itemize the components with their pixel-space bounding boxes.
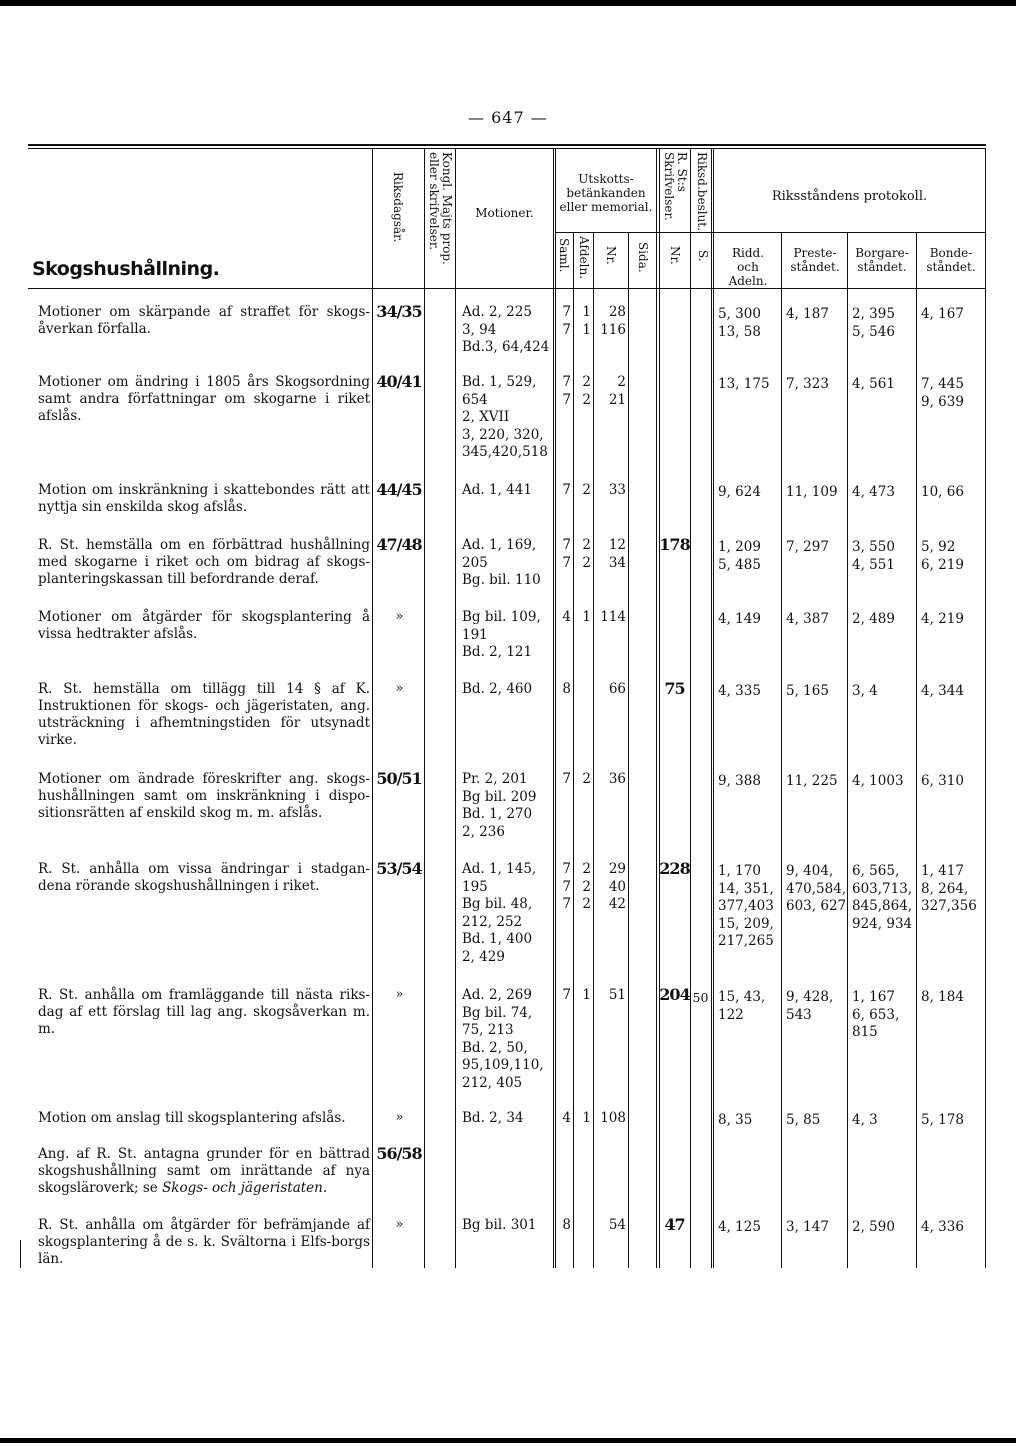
entry-saml: 7 7 (562, 374, 571, 408)
col-rule (847, 232, 848, 1268)
entry-preste: 3, 147 (786, 1219, 829, 1235)
header-rsts: R. St:s Skrifvelser. (662, 152, 689, 221)
entry-motioner: Ad. 1, 441 (462, 482, 532, 498)
entry-text: Motioner om ändring i 1805 års Skogsordning samt andra författningar om skogarne i riket afslås. (38, 374, 370, 424)
col-rule (713, 148, 714, 1268)
entry-afdeln: 1 (582, 609, 591, 625)
page-number: — 647 — (468, 108, 548, 127)
entry-borgare: 2, 590 (852, 1219, 895, 1235)
entry-borgare: 2, 489 (852, 611, 895, 627)
header-riksd-beslut: Riksd.beslut. (695, 152, 709, 231)
entry-motioner: Bg bil. 301 (462, 1217, 537, 1233)
entry-year: » (395, 609, 403, 624)
col-rule (659, 148, 660, 1268)
col-rule (424, 148, 425, 1268)
header-riksstandens: Riksståndens protokoll. (771, 189, 928, 204)
header-s: S. (696, 250, 710, 262)
entry-saml: 7 (562, 771, 571, 787)
entry-saml: 7 7 7 (562, 861, 571, 912)
entry-motioner: Pr. 2, 201 Bg bil. 209 Bd. 1, 270 2, 236 (462, 771, 537, 840)
entry-text: R. St. anhålla om åtgärder för befrämjande af skogsplantering å de s. k. Svältorna i Elfs-borgs län. (38, 1217, 370, 1267)
entry-nr: 36 (608, 771, 626, 787)
entry-borgare: 4, 561 (852, 376, 895, 392)
entry-saml: 7 7 (562, 304, 571, 338)
entry-year: » (395, 987, 403, 1002)
entry-s: 50 (692, 990, 709, 1005)
entry-bonde: 4, 336 (921, 1219, 964, 1235)
entry-nr: 12 34 (608, 537, 626, 571)
col-rule (916, 232, 917, 1268)
section-title: Skogshushållning. (32, 258, 220, 280)
col-rule (781, 232, 782, 1268)
entry-borgare: 4, 1003 (852, 773, 904, 789)
entry-preste: 4, 387 (786, 611, 829, 627)
bottom-border (0, 1438, 1016, 1443)
entry-preste: 11, 109 (786, 484, 838, 500)
entry-afdeln: 2 2 (582, 374, 591, 408)
entry-saml: 7 (562, 987, 571, 1003)
header-sida: Sida. (636, 242, 650, 273)
entry-bonde: 8, 184 (921, 989, 964, 1005)
entry-bonde: 5, 92 6, 219 (921, 539, 964, 573)
entry-ridd: 9, 388 (718, 773, 761, 789)
entry-preste: 9, 428, 543 (786, 989, 834, 1023)
col-rule (455, 148, 456, 1268)
entry-text: Motioner om åtgärder för skogsplantering å vissa hedtrakter afslås. (38, 609, 370, 642)
entry-preste: 11, 225 (786, 773, 838, 789)
entry-year: 53/54 (376, 859, 422, 878)
entry-ridd: 4, 149 (718, 611, 761, 627)
entry-afdeln: 2 2 (582, 537, 591, 571)
entry-afdeln: 2 2 2 (582, 861, 591, 912)
entry-borgare: 4, 473 (852, 484, 895, 500)
entry-ridd: 5, 300 13, 58 (718, 306, 761, 340)
entry-preste: 7, 323 (786, 376, 829, 392)
entry-afdeln: 1 1 (582, 304, 591, 338)
entry-year: 50/51 (376, 769, 422, 788)
entry-bonde: 7, 445 9, 639 (921, 376, 964, 410)
entry-year: 56/58 (376, 1144, 422, 1163)
entry-bonde: 10, 66 (921, 484, 964, 500)
entry-nr: 114 (600, 609, 626, 625)
entry-year: 47/48 (376, 535, 422, 554)
entry-motioner: Bg bil. 109, 191 Bd. 2, 121 (462, 609, 541, 660)
col-rule (628, 232, 629, 1268)
entry-nr: 28 116 (600, 304, 626, 338)
entry-text (38, 1146, 370, 1197)
col-rule (656, 148, 657, 1268)
entry-text: Motion om inskränkning i skattebondes rätt att nyttja sin enskilda skog afslås. (38, 482, 370, 515)
header-motioner: Motioner. (475, 206, 534, 220)
entry-bonde: 4, 219 (921, 611, 964, 627)
header-borgare: Borgare- ståndet. (855, 246, 909, 274)
header-nr: Nr. (604, 246, 618, 265)
entry-bonde: 5, 178 (921, 1112, 964, 1128)
entry-year: » (395, 1110, 403, 1125)
entry-borgare: 3, 550 4, 551 (852, 539, 895, 573)
entry-motioner: Bd. 1, 529, 654 2, XVII 3, 220, 320, 345,420,518 (462, 374, 548, 460)
top-border (0, 0, 1016, 6)
entry-ridd: 4, 125 (718, 1219, 761, 1235)
entry-text-ref: Skogs- och jägeristaten. (162, 1180, 328, 1196)
entry-text: R. St. anhålla om vissa ändringar i stadgan-dena rörande skogshushållningen i riket. (38, 861, 370, 894)
entry-borgare: 6, 565, 603,713, 845,864, 924, 934 (852, 863, 913, 932)
entry-ridd: 4, 335 (718, 683, 761, 699)
entry-saml: 7 (562, 482, 571, 498)
entry-year: 34/35 (376, 302, 422, 321)
entry-ridd: 9, 624 (718, 484, 761, 500)
header-utskotts: Utskotts- betänkanden eller memorial. (559, 172, 653, 214)
entry-nr: 2 21 (608, 374, 626, 408)
entry-rsts-nr: 228 (659, 859, 690, 878)
entry-nr: 51 (608, 987, 626, 1003)
header-afdeln: Afdeln. (577, 236, 591, 280)
header-kongl: Kongl. Majts prop. eller skrifvelser. (427, 152, 454, 265)
header-preste: Preste- ståndet. (790, 246, 840, 274)
header-rsts-nr: Nr. (668, 246, 682, 265)
col-rule (553, 148, 554, 1268)
col-rule (711, 148, 712, 1268)
entry-text: R. St. hemställa om en förbättrad hushållning med skogarne i riket och om bidrag af skogs-planteringskassan till befordrande deraf. (38, 537, 370, 587)
entry-afdeln: 2 (582, 482, 591, 498)
entry-bonde: 1, 417 8, 264, 327,356 (921, 863, 977, 914)
entry-year: 44/45 (376, 480, 422, 499)
entry-afdeln: 1 (582, 987, 591, 1003)
subheader-rule (555, 232, 986, 233)
entry-text: Motioner om skärpande af straffet för skogs-åverkan förfalla. (38, 304, 370, 337)
entry-motioner: Bd. 2, 460 (462, 681, 533, 697)
entry-rsts-nr: 75 (664, 679, 685, 698)
entry-ridd: 1, 209 5, 485 (718, 539, 761, 573)
entry-rsts-nr: 204 (659, 985, 690, 1004)
entry-motioner: Ad. 1, 169, 205 Bg. bil. 110 (462, 537, 541, 588)
entry-year: » (395, 1217, 403, 1232)
left-rule (20, 1240, 21, 1268)
entry-nr: 66 (608, 681, 626, 697)
entry-saml: 8 (562, 681, 571, 697)
entry-nr: 108 (600, 1110, 626, 1126)
entry-preste: 4, 187 (786, 306, 829, 322)
entry-bonde: 6, 310 (921, 773, 964, 789)
entry-nr: 29 40 42 (608, 861, 626, 912)
entry-afdeln: 2 (582, 771, 591, 787)
entry-ridd: 13, 175 (718, 376, 770, 392)
entry-text: R. St. hemställa om tillägg till 14 § af K. Instruktionen för skogs- och jägeristaten, ang. utsträckning i afhemtningstiden för utsynadt virke. (38, 681, 370, 748)
entry-borgare: 2, 395 5, 546 (852, 306, 895, 340)
header-saml: Saml. (557, 238, 571, 273)
entry-ridd: 15, 43, 122 (718, 989, 766, 1023)
entry-preste: 5, 85 (786, 1112, 821, 1128)
col-rule (985, 148, 986, 1268)
header-top-rule-thin (28, 148, 986, 149)
entry-rsts-nr: 47 (664, 1215, 685, 1234)
header-ridd: Ridd. och Adeln. (728, 246, 768, 288)
col-rule (690, 148, 691, 1268)
entry-bonde: 4, 344 (921, 683, 964, 699)
header-bottom-rule (28, 288, 986, 289)
entry-motioner: Ad. 2, 269 Bg bil. 74, 75, 213 Bd. 2, 50, 95,109,110, 212, 405 (462, 987, 544, 1091)
entry-nr: 33 (608, 482, 626, 498)
header-bonde: Bonde- ståndet. (926, 246, 976, 274)
entry-year: 40/41 (376, 372, 422, 391)
entry-motioner: Bd. 2, 34 (462, 1110, 524, 1126)
col-rule (372, 148, 373, 1268)
entry-ridd: 8, 35 (718, 1112, 753, 1128)
entry-nr: 54 (608, 1217, 626, 1233)
entry-saml: 4 (562, 609, 571, 625)
entry-afdeln: 1 (582, 1110, 591, 1126)
entry-preste: 7, 297 (786, 539, 829, 555)
entry-text-plain: Ang. af R. St. antagna grunder för en bättrad skogshushållning samt om inrättande af nya skogsläroverk; se (38, 1146, 370, 1196)
header-top-rule (28, 144, 986, 146)
entry-borgare: 4, 3 (852, 1112, 878, 1128)
entry-text: Motioner om ändrade föreskrifter ang. skogs-hushållningen samt om inskränkning i dispo-sitionsrätten af enskild skog m. m. afslås. (38, 771, 370, 821)
entry-borgare: 3, 4 (852, 683, 878, 699)
entry-text: R. St. anhålla om framläggande till nästa riks-dag af ett förslag till lag ang. skogsåverkan m. m. (38, 987, 370, 1037)
entry-ridd: 1, 170 14, 351, 377,403 15, 209, 217,265 (718, 863, 774, 949)
entry-preste: 9, 404, 470,584, 603, 627 (786, 863, 847, 914)
entry-bonde: 4, 167 (921, 306, 964, 322)
entry-preste: 5, 165 (786, 683, 829, 699)
entry-rsts-nr: 178 (659, 535, 690, 554)
entry-borgare: 1, 167 6, 653, 815 (852, 989, 900, 1040)
entry-saml: 4 (562, 1110, 571, 1126)
entry-motioner: Ad. 1, 145, 195 Bg bil. 48, 212, 252 Bd. 1, 400 2, 429 (462, 861, 537, 965)
entry-saml: 7 7 (562, 537, 571, 571)
entry-year: » (395, 681, 403, 696)
header-riksdagsar: Riksdagsår. (391, 172, 405, 243)
entry-text: Motion om anslag till skogsplantering afslås. (38, 1110, 346, 1126)
entry-motioner: Ad. 2, 225 3, 94 Bd.3, 64,424 (462, 304, 550, 355)
entry-saml: 8 (562, 1217, 571, 1233)
